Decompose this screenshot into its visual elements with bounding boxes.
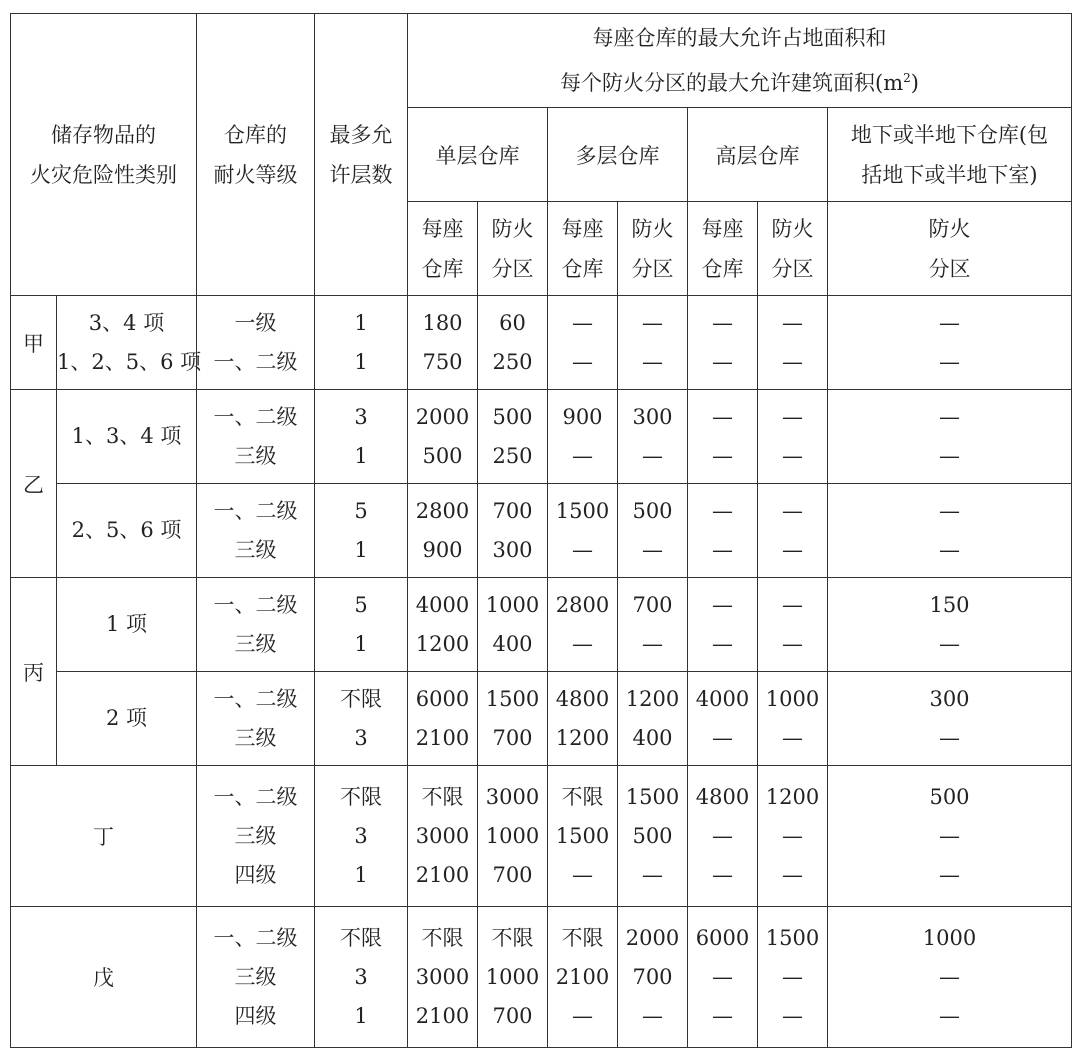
header-text: 储存物品的 — [51, 122, 156, 147]
cell-value: 2100 — [555, 964, 610, 989]
cell-value: 4000 — [415, 592, 470, 617]
fire-rating-cell — [197, 296, 315, 390]
cell-value: — — [642, 862, 663, 887]
cell-value: 2800 — [555, 592, 610, 617]
cell-value: 1200 — [625, 686, 680, 711]
hazard-category-cell: 丙 — [11, 578, 57, 766]
single-zone-cell — [478, 907, 548, 1048]
max-floors-cell — [315, 296, 408, 390]
cell-value: 不限 — [421, 784, 464, 809]
cell-value: — — [782, 443, 803, 468]
cell-value: — — [712, 310, 733, 335]
cell-value: — — [712, 725, 733, 750]
multi-zone-cell — [618, 390, 688, 484]
cell-value: — — [939, 537, 960, 562]
cell-value: — — [782, 349, 803, 374]
cell-value: 750 — [422, 349, 463, 374]
per-building-header — [688, 202, 758, 296]
per-zone-header — [618, 202, 688, 296]
cell-value: 1200 — [765, 784, 820, 809]
cell-value: 1 — [354, 537, 368, 562]
cell-value: — — [782, 725, 803, 750]
cell-value: — — [712, 498, 733, 523]
cell-value: 1、3、4 项 — [71, 424, 182, 448]
cell-value: — — [782, 498, 803, 523]
multi-floor-header: 多层仓库 — [548, 108, 688, 202]
cell-value: 500 — [632, 498, 673, 523]
header-text: 分区 — [928, 256, 971, 281]
header-text: 每座 — [421, 216, 464, 241]
fire-rating-cell — [197, 907, 315, 1048]
cell-value: 5 — [354, 592, 368, 617]
cell-value: — — [712, 349, 733, 374]
cell-value: 1500 — [555, 823, 610, 848]
per-zone-header — [828, 202, 1072, 296]
warehouse-area-table — [10, 13, 1072, 1048]
cell-value: 1 — [354, 310, 368, 335]
cell-value: 900 — [562, 404, 603, 429]
high-building-cell — [688, 766, 758, 907]
cell-value: 一、二级 — [213, 592, 298, 617]
header-text: 仓库 — [421, 256, 464, 281]
cell-value: 2000 — [415, 404, 470, 429]
cell-value: — — [939, 349, 960, 374]
max-floors-cell — [315, 766, 408, 907]
cell-value: 3000 — [415, 823, 470, 848]
header-text: 仓库 — [701, 256, 744, 281]
high-zone-cell — [758, 484, 828, 578]
cell-value: 500 — [632, 823, 673, 848]
cell-value: 不限 — [340, 686, 382, 711]
cell-value: — — [712, 537, 733, 562]
cell-value: 1 — [354, 443, 368, 468]
cell-value: 300 — [632, 404, 673, 429]
cell-value: 四级 — [234, 862, 277, 887]
cell-value: 一、二级 — [213, 349, 298, 374]
cell-value: 6000 — [415, 686, 470, 711]
cell-value: 1 项 — [105, 612, 148, 636]
cell-value: — — [712, 404, 733, 429]
underground-zone-cell — [828, 390, 1072, 484]
header-text: 每座仓库的最大允许占地面积和 — [592, 26, 887, 50]
cell-value: 700 — [492, 862, 533, 887]
fire-rating-cell — [197, 578, 315, 672]
cell-value: 三级 — [234, 631, 277, 656]
max-floors-cell — [315, 484, 408, 578]
cell-value: — — [939, 1003, 960, 1028]
cell-value: 1500 — [625, 784, 680, 809]
cell-value: — — [939, 862, 960, 887]
single-building-cell — [408, 672, 478, 766]
cell-value: 1200 — [415, 631, 470, 656]
cell-value: 1 — [354, 349, 368, 374]
header-text: 火灾危险性类别 — [30, 162, 177, 187]
cell-value: 60 — [499, 310, 526, 335]
header-text: 分区 — [771, 256, 814, 281]
single-zone-cell — [478, 766, 548, 907]
cell-value: — — [642, 1003, 663, 1028]
cell-value: 900 — [422, 537, 463, 562]
multi-zone-cell — [618, 766, 688, 907]
fire-rating-cell — [197, 766, 315, 907]
cell-value: 一、二级 — [213, 404, 298, 429]
cell-value: — — [782, 862, 803, 887]
multi-building-cell — [548, 766, 618, 907]
max-floors-header — [315, 14, 408, 296]
cell-value: 2000 — [625, 925, 680, 950]
cell-value: 不限 — [561, 925, 604, 950]
cell-value: 1、2、5、6 项 — [57, 349, 202, 374]
sub-item-cell — [57, 390, 197, 484]
cell-value: 一、二级 — [213, 686, 298, 711]
cell-value: — — [782, 964, 803, 989]
cell-value: — — [782, 592, 803, 617]
cell-value: 不限 — [340, 925, 382, 950]
cell-value: 2、5、6 项 — [71, 518, 182, 542]
high-building-cell — [688, 484, 758, 578]
cell-value: 一、二级 — [213, 784, 298, 809]
fire-rating-header — [197, 14, 315, 296]
cell-value: — — [572, 310, 593, 335]
multi-building-cell — [548, 907, 618, 1048]
per-building-header — [408, 202, 478, 296]
fire-rating-cell — [197, 672, 315, 766]
cell-value: 700 — [632, 964, 673, 989]
cell-value: 三级 — [234, 823, 277, 848]
cell-value: 2 项 — [105, 706, 148, 730]
cell-value: 1 — [354, 862, 368, 887]
single-floor-header: 单层仓库 — [408, 108, 548, 202]
cell-value: 5 — [354, 498, 368, 523]
cell-value: — — [782, 310, 803, 335]
multi-building-cell — [548, 296, 618, 390]
cell-value: 3 — [354, 404, 368, 429]
cell-value: — — [939, 725, 960, 750]
cell-value: 一级 — [234, 310, 277, 335]
header-text: 最多允 — [329, 122, 393, 147]
table-row — [11, 390, 1072, 484]
table-row — [11, 484, 1072, 578]
cell-value: 700 — [632, 592, 673, 617]
cell-value: 300 — [492, 537, 533, 562]
cell-value: — — [712, 592, 733, 617]
cell-value: 不限 — [340, 784, 382, 809]
cell-value: — — [939, 631, 960, 656]
sub-item-cell — [57, 484, 197, 578]
high-zone-cell — [758, 578, 828, 672]
cell-value: — — [939, 310, 960, 335]
cell-value: — — [939, 823, 960, 848]
sub-item-cell — [57, 672, 197, 766]
header-text: 仓库 — [561, 256, 604, 281]
cell-value: — — [712, 964, 733, 989]
underground-zone-cell — [828, 296, 1072, 390]
cell-value: 400 — [632, 725, 673, 750]
cell-value: — — [642, 537, 663, 562]
single-zone-cell — [478, 390, 548, 484]
hazard-category-cell: 丁 — [11, 766, 197, 907]
cell-value: 3 — [354, 964, 368, 989]
single-building-cell — [408, 578, 478, 672]
high-building-cell — [688, 672, 758, 766]
single-building-cell — [408, 484, 478, 578]
max-floors-cell — [315, 390, 408, 484]
cell-value: 3000 — [415, 964, 470, 989]
cell-value: 250 — [492, 349, 533, 374]
cell-value: — — [642, 349, 663, 374]
single-building-cell — [408, 907, 478, 1048]
cell-value: — — [642, 310, 663, 335]
high-rise-header: 高层仓库 — [688, 108, 828, 202]
cell-value: — — [572, 862, 593, 887]
multi-zone-cell — [618, 578, 688, 672]
single-zone-cell — [478, 578, 548, 672]
cell-value: — — [939, 404, 960, 429]
fire-rating-cell — [197, 390, 315, 484]
high-building-cell — [688, 296, 758, 390]
cell-value: 一、二级 — [213, 498, 298, 523]
hazard-category-cell: 戊 — [11, 907, 197, 1048]
cell-value: 1 — [354, 631, 368, 656]
table-row — [11, 296, 1072, 390]
per-zone-header — [478, 202, 548, 296]
cell-value: 不限 — [561, 784, 604, 809]
single-zone-cell — [478, 484, 548, 578]
cell-value: 2100 — [415, 1003, 470, 1028]
cell-value: 三级 — [234, 443, 277, 468]
cell-value: 250 — [492, 443, 533, 468]
header-text: 分区 — [491, 256, 534, 281]
underground-zone-cell — [828, 766, 1072, 907]
hazard-category-cell: 乙 — [11, 390, 57, 578]
header-text: 括地下或半地下室) — [861, 162, 1038, 187]
header-text: 每个防火分区的最大允许建筑面积(m — [560, 71, 904, 95]
cell-value: — — [712, 631, 733, 656]
area-header — [408, 14, 1072, 108]
cell-value: 3000 — [485, 784, 540, 809]
per-zone-header — [758, 202, 828, 296]
single-building-cell — [408, 766, 478, 907]
cell-value: 1 — [354, 1003, 368, 1028]
cell-value: 3 — [354, 725, 368, 750]
high-zone-cell — [758, 907, 828, 1048]
cell-value: — — [782, 631, 803, 656]
cell-value: 1000 — [485, 592, 540, 617]
cell-value: — — [572, 631, 593, 656]
cell-value: — — [712, 443, 733, 468]
header-text: 每座 — [701, 216, 744, 241]
cell-value: 1500 — [485, 686, 540, 711]
multi-building-cell — [548, 484, 618, 578]
multi-zone-cell — [618, 672, 688, 766]
cell-value: — — [782, 823, 803, 848]
cell-value: 2100 — [415, 862, 470, 887]
cell-value: — — [939, 498, 960, 523]
multi-zone-cell — [618, 484, 688, 578]
single-building-cell — [408, 296, 478, 390]
header-text: 防火 — [771, 216, 814, 241]
max-floors-cell — [315, 672, 408, 766]
single-zone-cell — [478, 672, 548, 766]
high-building-cell — [688, 578, 758, 672]
cell-value: — — [782, 404, 803, 429]
cell-value: 500 — [929, 784, 970, 809]
high-zone-cell — [758, 296, 828, 390]
header-text: 防火 — [631, 216, 674, 241]
cell-value: 不限 — [421, 925, 464, 950]
cell-value: 三级 — [234, 964, 277, 989]
cell-value: 500 — [492, 404, 533, 429]
cell-value: 4800 — [695, 784, 750, 809]
cell-value: 4000 — [695, 686, 750, 711]
header-text: 许层数 — [329, 162, 393, 187]
header-text: 分区 — [631, 256, 674, 281]
per-building-header — [548, 202, 618, 296]
single-zone-cell — [478, 296, 548, 390]
cell-value: 3、4 项 — [88, 310, 165, 335]
cell-value: 1000 — [922, 925, 977, 950]
max-floors-cell — [315, 578, 408, 672]
hazard-category-cell: 甲 — [11, 296, 57, 390]
cell-value: — — [572, 537, 593, 562]
cell-value: — — [782, 537, 803, 562]
cell-value: — — [712, 823, 733, 848]
underground-zone-cell — [828, 484, 1072, 578]
cell-value: 1000 — [765, 686, 820, 711]
cell-value: 1000 — [485, 823, 540, 848]
header-text: ) — [910, 71, 919, 95]
cell-value: — — [712, 862, 733, 887]
header-text: 耐火等级 — [213, 162, 298, 187]
cell-value: 150 — [929, 592, 970, 617]
multi-building-cell — [548, 672, 618, 766]
high-zone-cell — [758, 390, 828, 484]
cell-value: — — [642, 443, 663, 468]
cell-value: 1000 — [485, 964, 540, 989]
cell-value: 6000 — [695, 925, 750, 950]
multi-zone-cell — [618, 296, 688, 390]
cell-value: 3 — [354, 823, 368, 848]
table-row — [11, 672, 1072, 766]
high-building-cell — [688, 390, 758, 484]
multi-building-cell — [548, 578, 618, 672]
cell-value: — — [939, 443, 960, 468]
cell-value: 500 — [422, 443, 463, 468]
cell-value: 300 — [929, 686, 970, 711]
cell-value: — — [642, 631, 663, 656]
single-building-cell — [408, 390, 478, 484]
cell-value: 180 — [422, 310, 463, 335]
cell-value: 四级 — [234, 1003, 277, 1028]
header-text: 每座 — [561, 216, 604, 241]
cell-value: 1500 — [765, 925, 820, 950]
area-header-line2 — [408, 58, 1071, 103]
cell-value: 不限 — [491, 925, 534, 950]
high-zone-cell — [758, 672, 828, 766]
superscript: 2 — [903, 71, 911, 85]
header-text: 仓库的 — [224, 122, 287, 147]
table-row — [11, 578, 1072, 672]
cell-value: 三级 — [234, 537, 277, 562]
underground-zone-cell — [828, 578, 1072, 672]
table-row — [11, 766, 1072, 907]
cell-value: 400 — [492, 631, 533, 656]
cell-value: 2100 — [415, 725, 470, 750]
fire-rating-cell — [197, 484, 315, 578]
header-text: 地下或半地下仓库(包 — [850, 122, 1049, 147]
cell-value: 4800 — [555, 686, 610, 711]
header-text: 防火 — [928, 216, 971, 241]
cell-value: 三级 — [234, 725, 277, 750]
cell-value: 700 — [492, 725, 533, 750]
cell-value: 700 — [492, 498, 533, 523]
cell-value: 700 — [492, 1003, 533, 1028]
category-header — [11, 14, 197, 296]
cell-value: 一、二级 — [213, 925, 298, 950]
cell-value: — — [572, 1003, 593, 1028]
header-text: 防火 — [491, 216, 534, 241]
cell-value: — — [572, 443, 593, 468]
cell-value: — — [572, 349, 593, 374]
cell-value: — — [712, 1003, 733, 1028]
table-row — [11, 907, 1072, 1048]
sub-item-cell — [57, 578, 197, 672]
high-building-cell — [688, 907, 758, 1048]
sub-item-cell — [57, 296, 202, 390]
table-body — [11, 14, 1072, 1048]
underground-zone-cell — [828, 907, 1072, 1048]
multi-zone-cell — [618, 907, 688, 1048]
max-floors-cell — [315, 907, 408, 1048]
underground-zone-cell — [828, 672, 1072, 766]
multi-building-cell — [548, 390, 618, 484]
cell-value: 2800 — [415, 498, 470, 523]
cell-value: 1200 — [555, 725, 610, 750]
cell-value: 1500 — [555, 498, 610, 523]
high-zone-cell — [758, 766, 828, 907]
underground-header — [828, 108, 1072, 202]
cell-value: — — [782, 1003, 803, 1028]
cell-value: — — [939, 964, 960, 989]
